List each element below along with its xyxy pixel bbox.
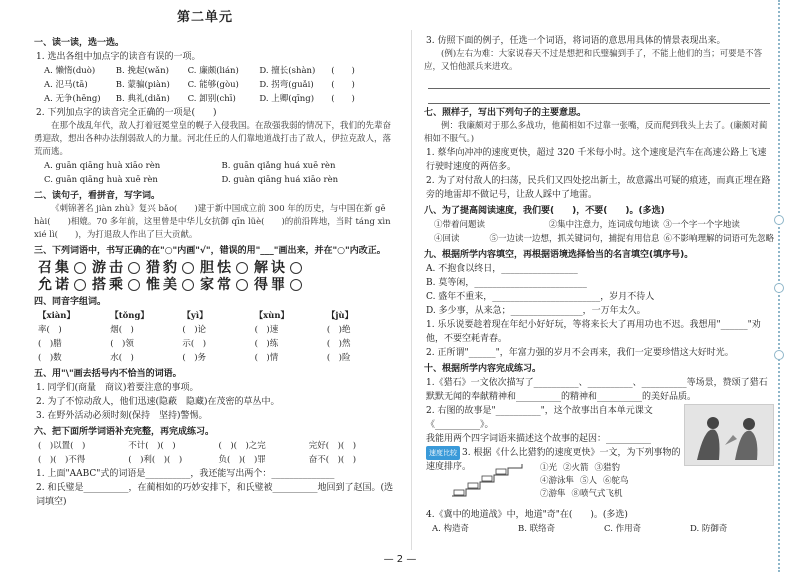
- section-heading: 六、把下面所学词语补充完整，再完成练习。: [34, 427, 215, 437]
- option: B. 挽起(wǎn): [115, 66, 169, 76]
- word-item[interactable]: 胆怯: [200, 261, 248, 275]
- option: C. guān qiāng huà xuē rèn: [44, 175, 158, 185]
- section-heading: 二、读句子，看拼音，写字词。: [34, 191, 161, 201]
- word-item[interactable]: 允诺: [38, 278, 86, 292]
- options-row: [434, 232, 774, 246]
- word-item[interactable]: 游击: [92, 261, 140, 275]
- question: 1. 乐乐说要趁着现在年纪小好好玩，等将来长大了再用功也不迟。我想用"______"劝他，不要空耗青春。: [426, 320, 761, 344]
- idiom-blank[interactable]: ( )( )不得: [38, 455, 86, 465]
- idiom-blank[interactable]: 完好( )( ): [308, 441, 357, 451]
- quote-item: A. 不抱食以终日，_________________: [426, 264, 578, 274]
- options-row: [432, 522, 772, 536]
- blank-cell[interactable]: ( )绝: [326, 325, 351, 335]
- question: 2. 下列加点字的读音完全正确的一项是( ): [36, 108, 217, 118]
- option: ⑥不影响理解的词语可先忽略: [663, 234, 774, 244]
- question: 1. 同学们(商量 商议)着要注意的事项。: [36, 383, 199, 393]
- option: C. 作用奇: [604, 524, 642, 534]
- binding-hole-icon: [774, 215, 784, 225]
- blank-cell[interactable]: ( )领: [110, 339, 134, 349]
- speed-tag: 速度比较: [426, 446, 460, 460]
- word-row: [38, 261, 399, 275]
- section-heading: 五、用"\"画去括号内不恰当的词语。: [34, 369, 182, 379]
- option: B. 联络奇: [518, 524, 556, 534]
- idiom-blank[interactable]: 不计( )( ): [128, 441, 176, 451]
- page-number: — 2 —: [383, 554, 417, 565]
- answer-line[interactable]: [428, 91, 770, 104]
- pinyin-head: 【xiàn】: [38, 311, 75, 321]
- question: 我能用两个四字词语来描述这个故事的起因：__________: [426, 434, 652, 444]
- blank-cell[interactable]: ( )险: [326, 353, 351, 363]
- option: D. guàn qiāng huá xiāo rèn: [221, 175, 339, 185]
- section-heading: 八、为了提高阅读速度，我们要( )，不要( )。(多选): [424, 206, 665, 216]
- option: B. 典礼(diǎn): [115, 94, 170, 104]
- answer-blank[interactable]: ( ): [331, 94, 355, 104]
- blank-cell[interactable]: 烟( ): [110, 325, 134, 335]
- example-text: 例：我廉颇对于那么多战功，他蔺相如不过靠一张嘴，反而爬到我头上去了。(廉颇对蔺相如不服气。): [424, 121, 768, 144]
- option: ③一个字一个字地读: [663, 220, 740, 230]
- section-heading: 四、同音字组词。: [34, 297, 107, 307]
- blank-cell[interactable]: 水( ): [110, 353, 134, 363]
- section-heading: 九、根据所学内容填空，再根据语境选择恰当的名言填空(填序号)。: [424, 250, 694, 260]
- question: 1. 选出各组中加点字的读音有误的一项。: [36, 52, 201, 62]
- speed-item: ③猎豹: [594, 463, 621, 473]
- answer-blank[interactable]: ( ): [331, 66, 355, 76]
- question: 1. 上面"AABC"式的词语是__________，我还能写出两个：______________: [36, 469, 335, 479]
- speed-item: ⑧喷气式飞机: [571, 489, 623, 499]
- options-row: [44, 159, 399, 173]
- question: 4.《冀中的地道战》中，地道"奇"在( )。(多选): [426, 510, 628, 520]
- idiom-row: [38, 439, 399, 453]
- section-heading: 三、下列词语中，书写正确的在"○"内画"√"，错误的用"___"画出来，并在"○"内改正。: [34, 246, 386, 256]
- speed-items: [540, 462, 629, 501]
- options-row: [44, 92, 399, 106]
- options-row: [434, 218, 774, 232]
- section-heading: 十、根据所学内容完成练习。: [424, 364, 542, 374]
- idiom-row: [38, 453, 399, 467]
- question: 2. 正所谓"______"，年富力强的岁月不会再来，我们一定要珍惜这大好时光。: [426, 348, 734, 358]
- option: D. 擅长(shàn): [259, 66, 316, 76]
- option: ④回读: [434, 234, 460, 244]
- option: B. 蒙骗(piàn): [115, 80, 170, 90]
- word-item[interactable]: 猎豹: [146, 261, 194, 275]
- reading-passage: 《刺锦著名 jiàn zhù》复兴 bǎo( )建于新中国成立前 300 年的历史，与中国在新 gē hài( )相媲。70 多年前，这里曾是中华儿女抗御 qīn lüè( )的前沿阵地，当时 táng xìn xié lì( )，为打退敌人作出了巨大贡献。: [34, 204, 391, 240]
- option: ①带着问题读: [434, 220, 486, 230]
- figures-icon: [685, 405, 773, 465]
- blank-cell[interactable]: ( )速: [254, 325, 279, 335]
- staircase-icon: [448, 462, 538, 500]
- section-heading: 一、读一读，选一选。: [34, 38, 125, 48]
- blank-cell[interactable]: 示( ): [182, 339, 207, 349]
- speed-item: ⑥鸵鸟: [603, 476, 629, 486]
- quote-item: B. 莫等闲，_________________________: [426, 278, 587, 288]
- binding-hole-icon: [774, 350, 784, 360]
- options-row: [44, 173, 399, 187]
- option: D. 上卿(qīng): [259, 94, 315, 104]
- answer-blank[interactable]: ( ): [331, 80, 355, 90]
- word-item[interactable]: 得罪: [254, 278, 302, 292]
- word-item[interactable]: 搭乘: [92, 278, 140, 292]
- speed-item: ④游泳隼: [540, 476, 575, 486]
- option: ⑤一边读一边想，抓关键词句，捕捉有用信息: [489, 234, 660, 244]
- idiom-blank[interactable]: ( )以置( ): [38, 441, 86, 451]
- word-item[interactable]: 家常: [200, 278, 248, 292]
- reading-passage: 在那个战乱年代，敌人打着冠冕堂皇的幌子入侵我国。在敌强我弱的情况下，我们的先辈奋勇迎敌，想出各种办法削弱敌人的力量。河北任丘的人们靠地道战打击了敌人，伊拉克敌人，落荒而逃。: [34, 121, 392, 157]
- option: A. 氾马(tā): [44, 80, 88, 90]
- word-row: [38, 278, 399, 292]
- example-text: (例)左右为难：大家说春天不过是想把和氏璧骗到手了，不能上他们的当；可要是不答应，又怕他派兵来进攻。: [424, 49, 763, 72]
- question: 3. 在野外活动必须时刻(保持 坚持)警惕。: [36, 411, 208, 421]
- word-item[interactable]: 召集: [38, 261, 86, 275]
- option: B. guān qiǎng huá xuē rèn: [221, 161, 336, 171]
- idiom-blank[interactable]: 负( )( )罪: [218, 455, 266, 465]
- story-illustration: [684, 404, 774, 466]
- option: A. 懒惰(duò): [44, 66, 96, 76]
- option: D. 拐弯(guǎi): [259, 80, 314, 90]
- blank-cell[interactable]: ( )论: [182, 325, 207, 335]
- option: A. guān qiāng huà xiāo rèn: [44, 161, 161, 171]
- blank-cell[interactable]: ( )务: [182, 353, 207, 363]
- option: A. 构造奇: [432, 524, 470, 534]
- word-item[interactable]: 解诀: [254, 261, 302, 275]
- page-title: 第二单元: [176, 10, 233, 25]
- speed-item: ⑤人: [580, 476, 598, 486]
- blank-cell[interactable]: ( )情: [254, 353, 279, 363]
- pinyin-head: 【yì】: [182, 311, 208, 321]
- speed-item: ⑦游隼: [540, 489, 566, 499]
- pinyin-head: 【jù】: [326, 311, 354, 321]
- question: 2. 和氏璧是__________，在蔺相如的巧妙安排下，和氏璧被__________地回到了赵国。(选词填空): [36, 483, 393, 507]
- quote-item: D. 多少事，从来急；________________，一万年太久。: [426, 306, 646, 316]
- homophone-grid: [38, 309, 399, 365]
- word-item[interactable]: 惟美: [146, 278, 194, 292]
- question-text: 3. 根据《什么比猎豹的速度更快》一文，为下列事物的速度排序。: [426, 448, 681, 472]
- option: D. 防御奇: [690, 524, 728, 534]
- speed-item: ②火箭: [563, 463, 589, 473]
- blank-cell[interactable]: ( )然: [326, 339, 351, 349]
- question: 1.《猎石》一文依次描写了__________、__________、__________等场景，赞颂了猎石默默无闻的奉献精神和__________的精神和__________的美好品质。: [426, 378, 768, 402]
- question: 2. 为了不惊动敌人，他们迅速(隐蔽 隐藏)在茂密的草丛中。: [36, 397, 280, 407]
- question-block: [426, 508, 772, 536]
- section-heading: 七、照样子，写出下列句子的主要意思。: [424, 108, 587, 118]
- quote-item: C. 盛年不重来，________________________，岁月不待人: [426, 292, 655, 302]
- pinyin-head: 【xùn】: [254, 311, 290, 321]
- idiom-blank[interactable]: ( )利( )( ): [128, 455, 183, 465]
- options-row: [44, 64, 399, 78]
- option: C. 卸别(chī): [187, 94, 236, 104]
- idiom-blank[interactable]: 奋不( )( ): [308, 455, 357, 465]
- option: ②集中注意力，连词成句地读: [548, 220, 660, 230]
- blank-cell[interactable]: ( )腊: [38, 339, 62, 349]
- blank-cell[interactable]: 率( ): [38, 325, 62, 335]
- options-row: [44, 78, 399, 92]
- blank-cell[interactable]: ( )数: [38, 353, 62, 363]
- question: 2. 为了对付敌人的扫荡，民兵们又四处挖出新土，故意露出可疑的痕迹，而真正埋在路旁的地雷却不做记号，让敌人踩中了地雷。: [426, 176, 771, 200]
- option: C. 廉颇(lián): [187, 66, 239, 76]
- idiom-blank[interactable]: ( )( )之完: [218, 441, 266, 451]
- question: 3. 仿照下面的例子，任选一个词语，将词语的意思用具体的情景表现出来。: [426, 36, 726, 46]
- speed-item: ①光: [540, 463, 558, 473]
- pinyin-head: 【tǒng】: [110, 311, 149, 321]
- binding-hole-icon: [774, 283, 784, 293]
- option: A. 无争(hēng): [44, 94, 101, 104]
- option: C. 能够(gòu): [187, 80, 239, 90]
- left-column: [34, 34, 399, 509]
- column-divider: [411, 30, 412, 550]
- answer-line[interactable]: [428, 76, 770, 89]
- question: 1. 蔡华向冲冲的速度更快，超过 320 千米每小时。这个速度是汽车在高速公路上飞速行驶时速度的两倍多。: [426, 148, 767, 172]
- blank-cell[interactable]: ( )练: [254, 339, 279, 349]
- question: 2. 右图的故事是"__________"，这个故事出自本单元课文《__________》。: [426, 406, 653, 430]
